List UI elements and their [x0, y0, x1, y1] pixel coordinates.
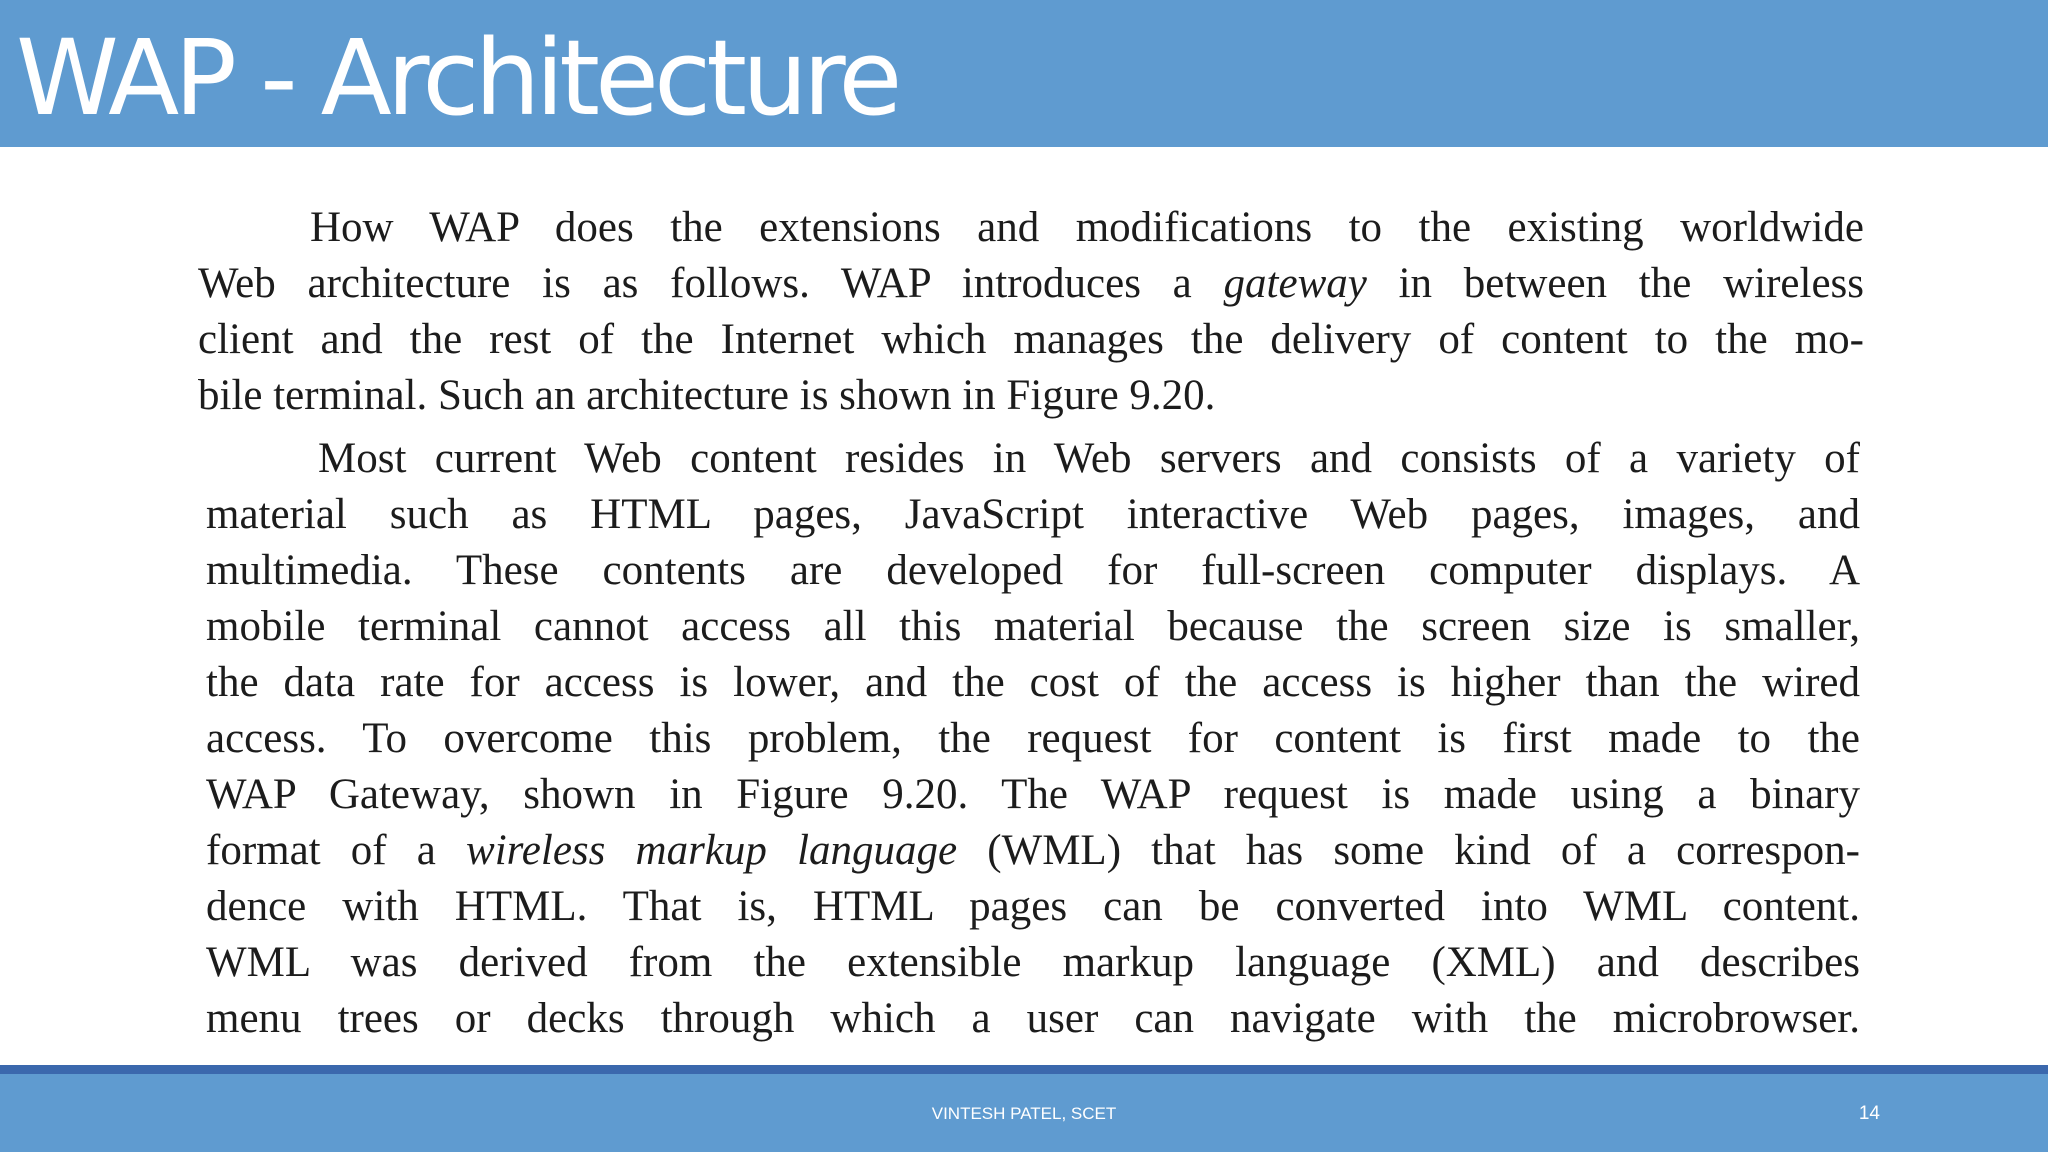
paragraph-2-line-3: multimedia. These contents are developed for full-screen computer displays. A: [206, 547, 1860, 594]
scanned-text-image: [198, 190, 1864, 1065]
line-text: (WML) that has some kind of a correspon-: [957, 827, 1860, 874]
paragraph-1-line-4: bile terminal. Such an architecture is shown in Figure 9.20.: [198, 372, 1216, 419]
paragraph-1-line-2: [198, 256, 1864, 312]
paragraph-2-line-4: mobile terminal cannot access all this material because the screen size is smaller,: [206, 603, 1860, 650]
line-text: Web architecture is as follows. WAP introduces a: [198, 260, 1224, 307]
footer-author: VINTESH PATEL, SCET: [931, 1104, 1117, 1123]
emphasis-wml: wireless markup language: [466, 827, 958, 874]
emphasis-gateway: gateway: [1223, 260, 1367, 307]
paragraph-1-line-1: How WAP does the extensions and modifications to the existing worldwide: [310, 204, 1864, 251]
footer-stripe: [0, 1065, 2048, 1074]
slide-number: 14: [1858, 1103, 1880, 1124]
paragraph-1-line-3: client and the rest of the Internet which manages the delivery of content to the mo-: [198, 316, 1864, 363]
paragraph-2-line-8: [206, 823, 1860, 879]
paragraph-2-line-9: dence with HTML. That is, HTML pages can be converted into WML content.: [206, 883, 1860, 930]
slide-title: WAP - Architecture: [16, 17, 898, 139]
line-text: format of a: [206, 827, 467, 874]
paragraph-2: [206, 431, 1860, 1047]
paragraph-2-line-10: WML was derived from the extensible markup language (XML) and describes: [206, 939, 1860, 986]
paragraph-2-line-7: WAP Gateway, shown in Figure 9.20. The WAP request is made using a binary: [206, 771, 1860, 818]
paragraph-2-line-6: access. To overcome this problem, the request for content is first made to the: [206, 715, 1860, 762]
line-text: in between the wireless: [1366, 260, 1864, 307]
paragraph-2-line-1: Most current Web content resides in Web servers and consists of a variety of: [318, 435, 1860, 482]
paragraph-2-line-11: menu trees or decks through which a user can navigate with the microbrowser.: [206, 995, 1860, 1042]
paragraph-2-line-5: the data rate for access is lower, and the cost of the access is higher than the wired: [206, 659, 1860, 706]
paragraph-1: [198, 200, 1864, 424]
title-bar: [0, 0, 2048, 147]
paragraph-2-line-2: material such as HTML pages, JavaScript interactive Web pages, images, and: [206, 491, 1860, 538]
